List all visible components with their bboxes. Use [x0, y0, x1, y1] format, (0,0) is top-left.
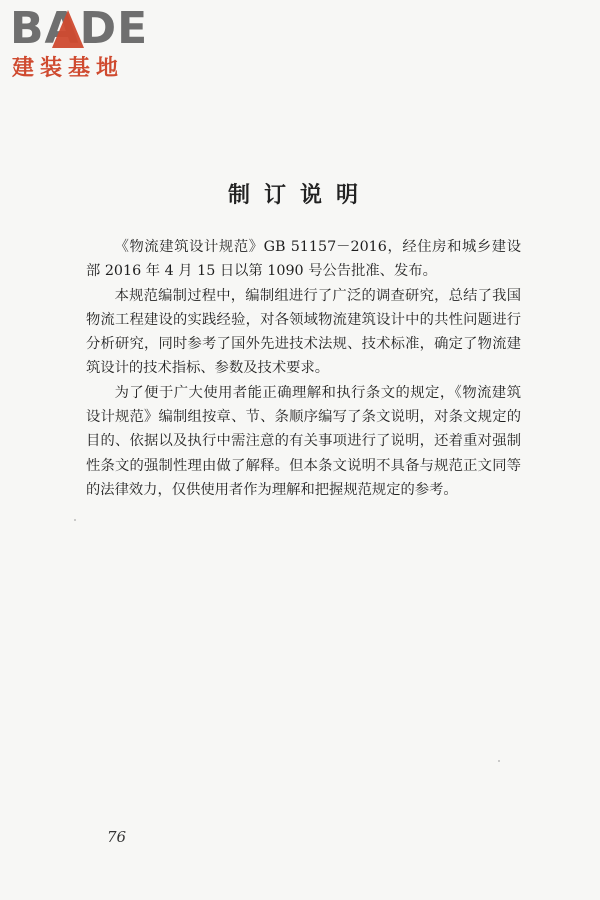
scan-speck [498, 760, 500, 762]
paragraph-3: 为了便于广大使用者能正确理解和执行条文的规定，《物流建筑设计规范》编制组按章、节、条顺序编写了条文说明，对条文规定的目的、依据以及执行中需注意的有关事项进行了说明，还着重对强制性条文的强制性理由做了解释。但本条文说明不具备与规范正文同等的法律效力，仅供使用者作为理解和把握规范规定的参考。 [86, 384, 521, 498]
scan-speck [74, 519, 76, 521]
bade-logo [10, 3, 175, 84]
document-body [86, 235, 521, 502]
paragraph-1: 《物流建筑设计规范》GB 51157－2016，经住房和城乡建设部 2016 年 4 月 15 日以第 1090 号公告批准、发布。 [86, 239, 521, 280]
page-number: 76 [107, 828, 127, 846]
logo-subtitle: 建装基地 [12, 56, 125, 81]
logo-wordmark: BADE [10, 3, 149, 54]
paragraph-2: 本规范编制过程中，编制组进行了广泛的调查研究，总结了我国物流工程建设的实践经验，对各领域物流建筑设计中的共性问题进行分析研究，同时参考了国外先进技术法规、技术标准，确定了物流建筑设计的技术指标、参数及技术要求。 [86, 287, 521, 377]
logo-accent-triangle [52, 10, 84, 48]
page-title: 制订说明 [227, 183, 372, 208]
